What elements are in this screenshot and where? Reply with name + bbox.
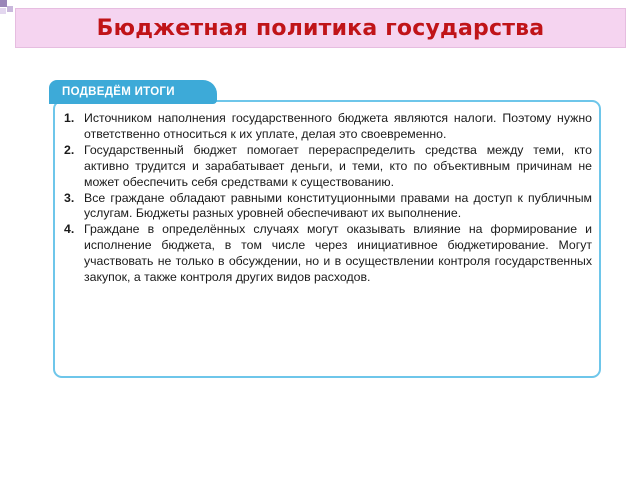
summary-item (64, 111, 592, 143)
item-number: 1. (64, 111, 75, 125)
summary-tab (49, 80, 217, 104)
summary-item (64, 222, 592, 286)
corner-square (0, 0, 7, 7)
item-text: Все граждане обладают равными конституционными правами на доступ к публичным услугам. Бюджеты разных уровней обеспечивают их выполнение. (84, 190, 592, 221)
summary-item (64, 143, 592, 191)
slide-title: Бюджетная политика государства (96, 15, 545, 41)
corner-square (7, 6, 13, 12)
corner-square (0, 8, 6, 14)
corner-decoration (0, 0, 14, 20)
item-number: 4. (64, 222, 75, 237)
title-bar (15, 8, 626, 48)
summary-heading: ПОДВЕДЁМ ИТОГИ (62, 86, 175, 98)
item-number: 2. (64, 142, 75, 157)
item-text: Граждане в определённых случаях могут оказывать влияние на формирование и исполнение бюджета, в том числе через инициативное бюджетирование. Могут участвовать не только в обсуждении, но и в осуществлении контроля государственных закупок, а также контроля других видов расходов. (84, 222, 592, 285)
item-text: Государственный бюджет помогает перераспределить средства между теми, кто активно трудится и зарабатывает деньги, и теми, кто по объективным причинам не может обеспечить себя средствами к существованию. (84, 142, 592, 189)
summary-list (64, 111, 592, 286)
summary-item (64, 191, 592, 223)
item-text: Источником наполнения государственного бюджета являются налоги. Поэтому нужно ответственно относиться к их уплате, делая это своевременно. (84, 111, 592, 141)
item-number: 3. (64, 190, 75, 205)
